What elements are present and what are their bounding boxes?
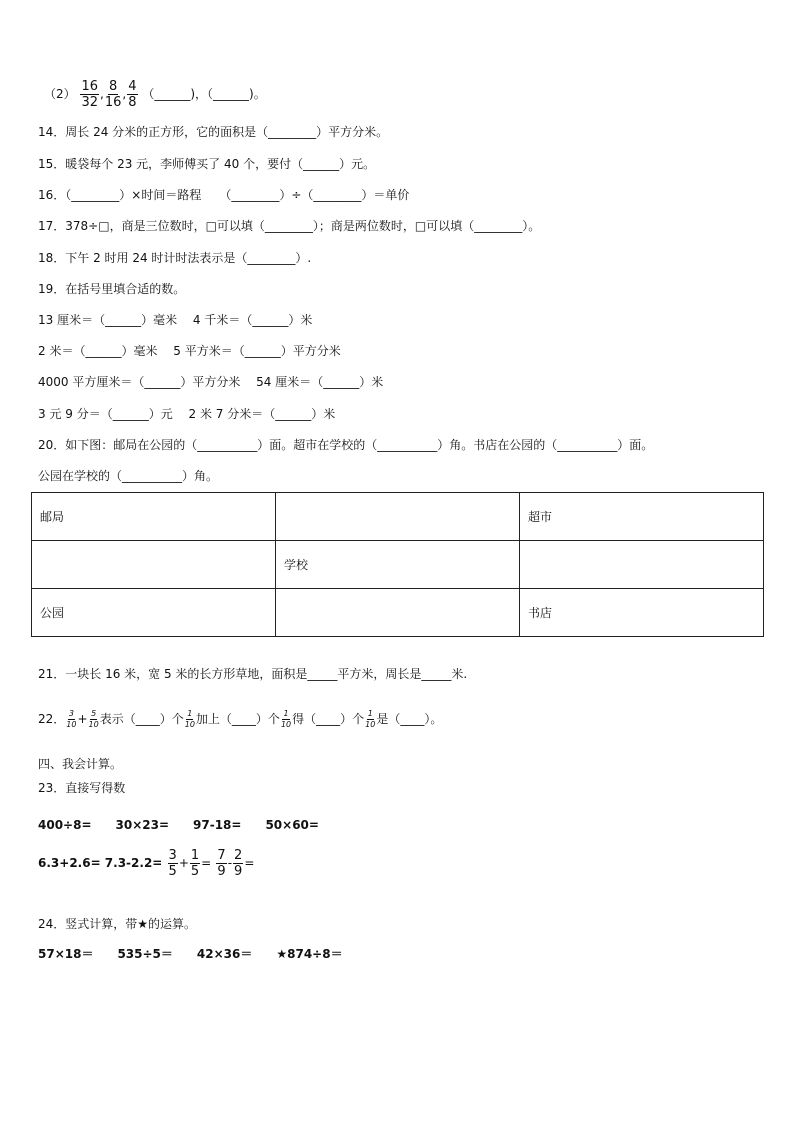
- fraction: $\frac{1}{5}$: [190, 848, 200, 879]
- fraction: $\frac{3}{10}$: [66, 709, 77, 729]
- grid-cell: 书店: [520, 589, 764, 637]
- question-13-2: （2） $\frac{16}{32}$ , $\frac{8}{16}$ , $\frac{4}{8}$ （______)，（______)。: [44, 79, 266, 110]
- question-19-row: 2 米＝（______）毫米 5 平方米＝（______）平方分米: [38, 344, 341, 358]
- question-19-row: 13 厘米＝（______）毫米 4 千米＝（______）米: [38, 313, 313, 327]
- fraction: $\frac{5}{10}$: [88, 709, 99, 729]
- question-24-title: 24．竖式计算，带★的运算。: [38, 917, 197, 931]
- grid-cell: 超市: [520, 493, 764, 541]
- grid-row: [32, 493, 764, 541]
- grid-cell: [276, 589, 520, 637]
- fraction: $\frac{1}{10}$: [365, 709, 376, 729]
- fraction: $\frac{8}{16}$: [104, 79, 122, 110]
- question-19-row: 3 元 9 分＝（______）元 2 米 7 分米＝（______）米: [38, 407, 336, 421]
- question-16: 16．（________）×时间＝路程 （________）÷（________）＝单价: [38, 188, 410, 202]
- grid-cell: 学校: [276, 541, 520, 589]
- fraction: $\frac{7}{9}$: [217, 848, 226, 879]
- fraction: $\frac{1}{10}$: [184, 709, 195, 729]
- q13-2-prefix: （2）: [44, 87, 76, 101]
- question-20-line1: 20．如下图：邮局在公园的（__________）面。超市在学校的（__________）角。书店在公园的（__________）面。: [38, 438, 654, 452]
- question-20-line2: 公园在学校的（__________）角。: [38, 469, 219, 483]
- question-21: 21．一块长 16 米，宽 5 米的长方形草地，面积是_____平方米，周长是_____米.: [38, 667, 468, 681]
- question-19-title: 19．在括号里填合适的数。: [38, 282, 186, 296]
- question-22: 22． $\frac{3}{10}$ + $\frac{5}{10}$ 表示（____）个 $\frac{1}{10}$ 加上（____）个 $\frac{1}{10}$ 得（____）个 $\frac{1}{10}$ 是（____）。: [38, 709, 443, 729]
- question-23-title: 23．直接写得数: [38, 781, 126, 795]
- question-24-row: 57×18＝ 535÷5＝ 42×36＝ ★874÷8＝: [38, 947, 343, 961]
- question-17: 17．378÷□，商是三位数时，□可以填（________）；商是两位数时，□可以填（________）。: [38, 219, 541, 233]
- question-18: 18．下午 2 时用 24 时计时法表示是（________）.: [38, 251, 312, 265]
- question-19-row: 4000 平方厘米＝（______）平方分米 54 厘米＝（______）米: [38, 375, 384, 389]
- direction-grid: [31, 492, 764, 637]
- grid-cell: 公园: [32, 589, 276, 637]
- question-15: 15．暖袋每个 23 元，李师傅买了 40 个，要付（______）元。: [38, 157, 376, 171]
- fraction: $\frac{2}{9}$: [234, 848, 243, 879]
- question-14: 14．周长 24 分米的正方形，它的面积是（________）平方分米。: [38, 125, 389, 139]
- grid-row: [32, 541, 764, 589]
- question-23-row2: 6.3+2.6= 7.3-2.2= $\frac{3}{5}$ + $\frac{1}{5}$ = $\frac{7}{9}$ - $\frac{2}{9}$ =: [38, 848, 255, 879]
- grid-cell: [520, 541, 764, 589]
- fraction: $\frac{4}{8}$: [128, 79, 137, 110]
- fraction: $\frac{3}{5}$: [168, 848, 177, 879]
- fraction: $\frac{16}{32}$: [81, 79, 99, 110]
- grid-cell: [276, 493, 520, 541]
- section-4-heading: 四、我会计算。: [38, 757, 123, 771]
- question-23-row1: 400÷8= 30×23= 97-18= 50×60=: [38, 818, 319, 832]
- grid-cell: 邮局: [32, 493, 276, 541]
- grid-cell: [32, 541, 276, 589]
- fraction: $\frac{1}{10}$: [280, 709, 292, 729]
- grid-row: [32, 589, 764, 637]
- q13-2-blanks: （______)，（______)。: [142, 87, 266, 101]
